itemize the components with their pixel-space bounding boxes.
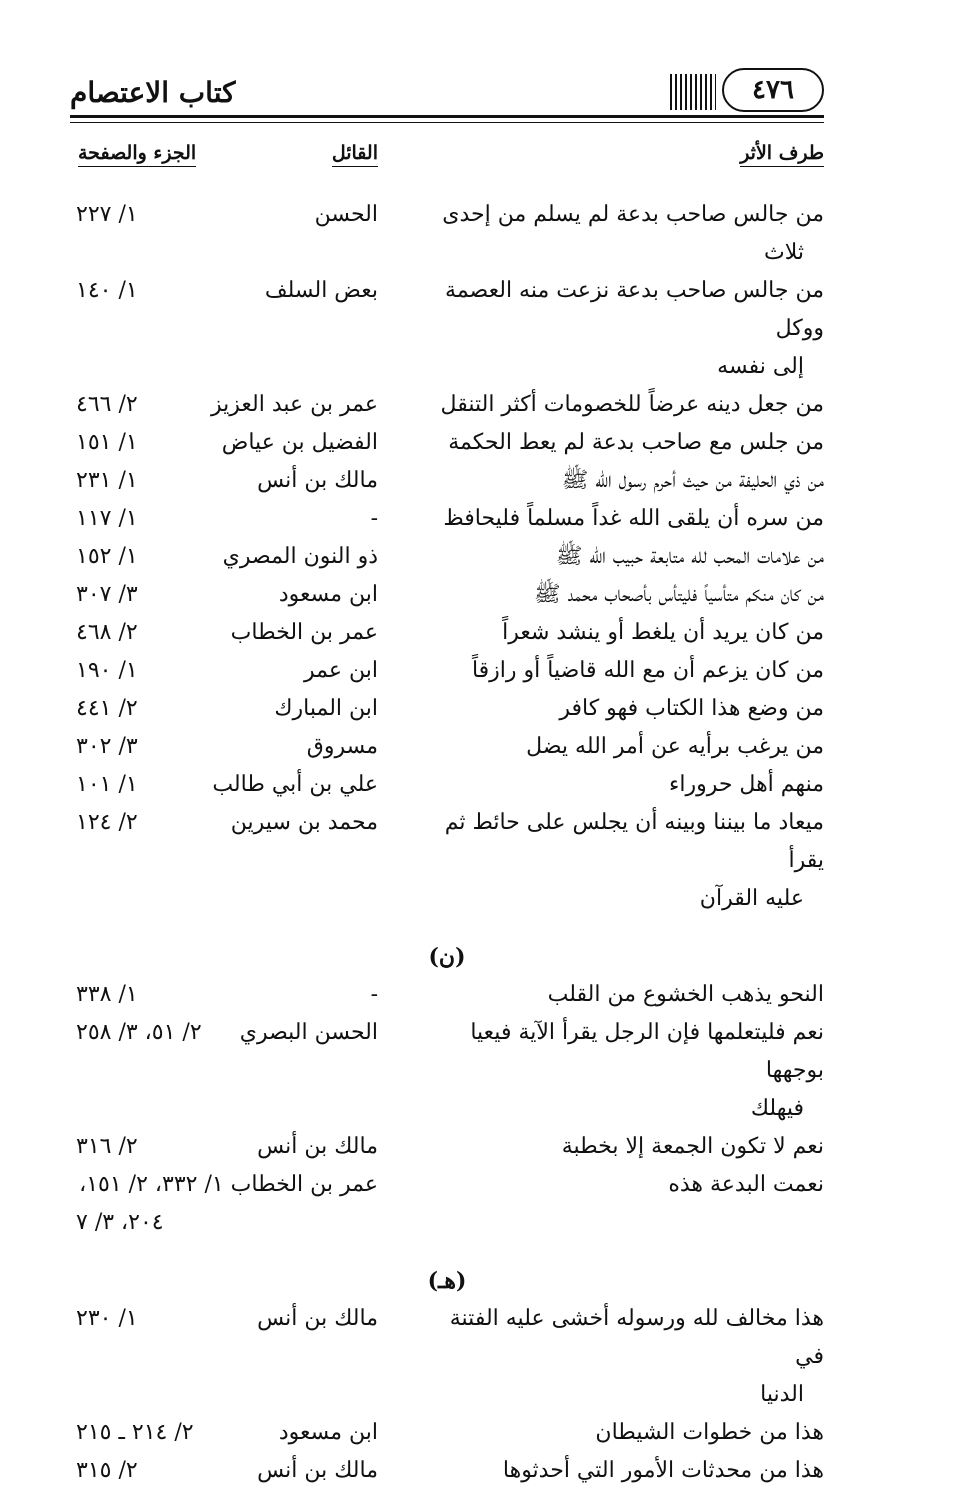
ornament-icon: [670, 74, 716, 110]
juz-text: ١/ ١٥١: [76, 430, 138, 455]
athar-continuation: ثلاث: [764, 240, 804, 265]
juz-text: ٢/ ٤٤١: [76, 696, 138, 721]
qaail-text: علي بن أبي طالب: [212, 772, 378, 797]
qaail-text: مالك بن أنس: [257, 1134, 378, 1159]
juz-text: ١/ ٢٢٧: [76, 202, 138, 227]
section-heading-nun: (ن): [428, 944, 466, 970]
table-row: [70, 804, 824, 918]
table-row: [70, 652, 824, 690]
juz-text: ١/ ١٥٢: [76, 544, 138, 569]
juz-text: ٢/ ٤٦٨: [76, 620, 138, 645]
juz-text: ٢/ ٣١٦: [76, 1134, 138, 1159]
book-title: كتاب الاعتصام: [70, 76, 236, 109]
juz-text: ٢/ ٢١٤ ـ ٢١٥: [76, 1420, 194, 1445]
athar-text: النحو يذهب الخشوع من القلب: [547, 982, 824, 1007]
page-header: [70, 62, 824, 122]
juz-continuation: ٢٠٤، ٣/ ٧: [76, 1210, 164, 1235]
athar-text: ميعاد ما بيننا وبينه أن يجلس على حائط ثم يقرأ: [444, 810, 824, 873]
column-headers: [70, 142, 824, 178]
athar-text: من وضع هذا الكتاب فهو كافر: [559, 696, 824, 721]
qaail-text: ابن عمر: [304, 658, 378, 683]
qaail-text: مالك بن أنس: [257, 468, 378, 493]
header-rule: [70, 115, 824, 118]
qaail-text: ابن مسعود: [278, 1420, 378, 1445]
qaail-text: الحسن البصري: [239, 1020, 378, 1045]
qaail-text: مسروق: [306, 734, 378, 759]
athar-text: منهم أهل حروراء: [668, 772, 824, 797]
table-row: [70, 1452, 824, 1490]
qaail-text: -: [370, 506, 378, 531]
page-number: ٤٧٦: [722, 68, 824, 112]
table-row: [70, 196, 824, 272]
table-row: [70, 614, 824, 652]
table-row: [70, 538, 824, 576]
table-row: [70, 1128, 824, 1166]
juz-text: ٣/ ٣٠٧: [76, 582, 138, 607]
athar-text: من جالس صاحب بدعة لم يسلم من إحدى: [442, 202, 824, 227]
juz-text: ١/ ١٤٠: [76, 278, 138, 303]
table-row: [70, 1166, 824, 1242]
column-header-athar: طرف الأثر: [740, 142, 824, 167]
table-row: [70, 1414, 824, 1452]
juz-text: ٢/ ٣١٥: [76, 1458, 138, 1483]
qaail-text: مالك بن أنس: [257, 1306, 378, 1331]
athar-text: من كان منكم متأسياً فليتأس بأصحاب محمد ﷺ: [534, 582, 824, 607]
qaail-text: محمد بن سيرين: [230, 810, 378, 835]
table-row: [70, 386, 824, 424]
qaail-text: عمر بن الخطاب: [230, 620, 378, 645]
juz-text: ١/ ١١٧: [76, 506, 138, 531]
athar-text: من جعل دينه عرضاً للخصومات أكثر التنقل: [440, 392, 824, 417]
table-row: [70, 766, 824, 804]
juz-text: ٢/ ٥١، ٣/ ٢٥٨: [76, 1020, 202, 1045]
athar-text: من جالس صاحب بدعة نزعت منه العصمة ووكل: [445, 278, 824, 341]
qaail-text: الفضيل بن عياض: [221, 430, 378, 455]
juz-text: ١/ ١٩٠: [76, 658, 138, 683]
qaail-text: -: [370, 982, 378, 1007]
athar-text: من سره أن يلقى الله غداً مسلماً فليحافظ: [443, 506, 824, 531]
table-row: [70, 976, 824, 1014]
athar-text: من ذي الحليفة من حيث أحرم رسول الله ﷺ: [561, 468, 824, 493]
athar-text: من كان يريد أن يلغط أو ينشد شعراً: [502, 620, 824, 645]
athar-continuation: عليه القرآن: [699, 886, 804, 911]
table-row: [70, 500, 824, 538]
index-table: [70, 196, 824, 1490]
qaail-text: الحسن: [314, 202, 378, 227]
qaail-text: عمر بن عبد العزيز: [211, 392, 378, 417]
athar-continuation: الدنيا: [760, 1382, 804, 1407]
table-row: [70, 690, 824, 728]
table-row: [70, 272, 824, 386]
table-row: [70, 424, 824, 462]
athar-continuation: إلى نفسه: [717, 354, 804, 379]
juz-text: ٢/ ١٢٤: [76, 810, 138, 835]
column-header-juz: الجزء والصفحة: [78, 142, 196, 167]
athar-text: هذا من محدثات الأمور التي أحدثوها: [502, 1458, 824, 1483]
athar-text: من يرغب برأيه عن أمر الله يضل: [526, 734, 824, 759]
table-row: [70, 1300, 824, 1414]
athar-text: هذا مخالف لله ورسوله أخشى عليه الفتنة في: [449, 1306, 824, 1369]
qaail-text: ابن المبارك: [274, 696, 378, 721]
table-row: [70, 576, 824, 614]
juz-text: ١/ ٢٣١: [76, 468, 138, 493]
juz-text: ٣/ ٣٠٢: [76, 734, 138, 759]
table-row: [70, 462, 824, 500]
table-row: [70, 1014, 824, 1128]
juz-text: ٢/ ٤٦٦: [76, 392, 138, 417]
qaail-juz-text: عمر بن الخطاب ١/ ٣٣٢، ٢/ ١٥١،: [79, 1172, 378, 1197]
athar-text: هذا من خطوات الشيطان: [595, 1420, 824, 1445]
table-row: [70, 728, 824, 766]
juz-text: ١/ ٣٣٨: [76, 982, 138, 1007]
qaail-text: بعض السلف: [264, 278, 378, 303]
athar-text: من جلس مع صاحب بدعة لم يعط الحكمة: [448, 430, 824, 455]
section-heading-ha: (هـ): [427, 1268, 467, 1294]
athar-text: نعم فليتعلمها فإن الرجل يقرأ الآية فيعيا بوجهها: [470, 1020, 824, 1083]
qaail-text: ابن مسعود: [278, 582, 378, 607]
qaail-text: ذو النون المصري: [222, 544, 378, 569]
athar-continuation: فيهلك: [750, 1096, 804, 1121]
column-header-qaail: القائل: [332, 142, 378, 167]
athar-text: من علامات المحب لله متابعة حبيب الله ﷺ: [555, 544, 824, 569]
athar-text: من كان يزعم أن مع الله قاضياً أو رازقاً: [471, 658, 824, 683]
qaail-text: مالك بن أنس: [257, 1458, 378, 1483]
header-rule-thin: [70, 122, 824, 123]
athar-text: نعمت البدعة هذه: [668, 1172, 824, 1197]
athar-text: نعم لا تكون الجمعة إلا بخطبة: [561, 1134, 824, 1159]
juz-text: ١/ ٢٣٠: [76, 1306, 138, 1331]
juz-text: ١/ ١٠١: [76, 772, 138, 797]
